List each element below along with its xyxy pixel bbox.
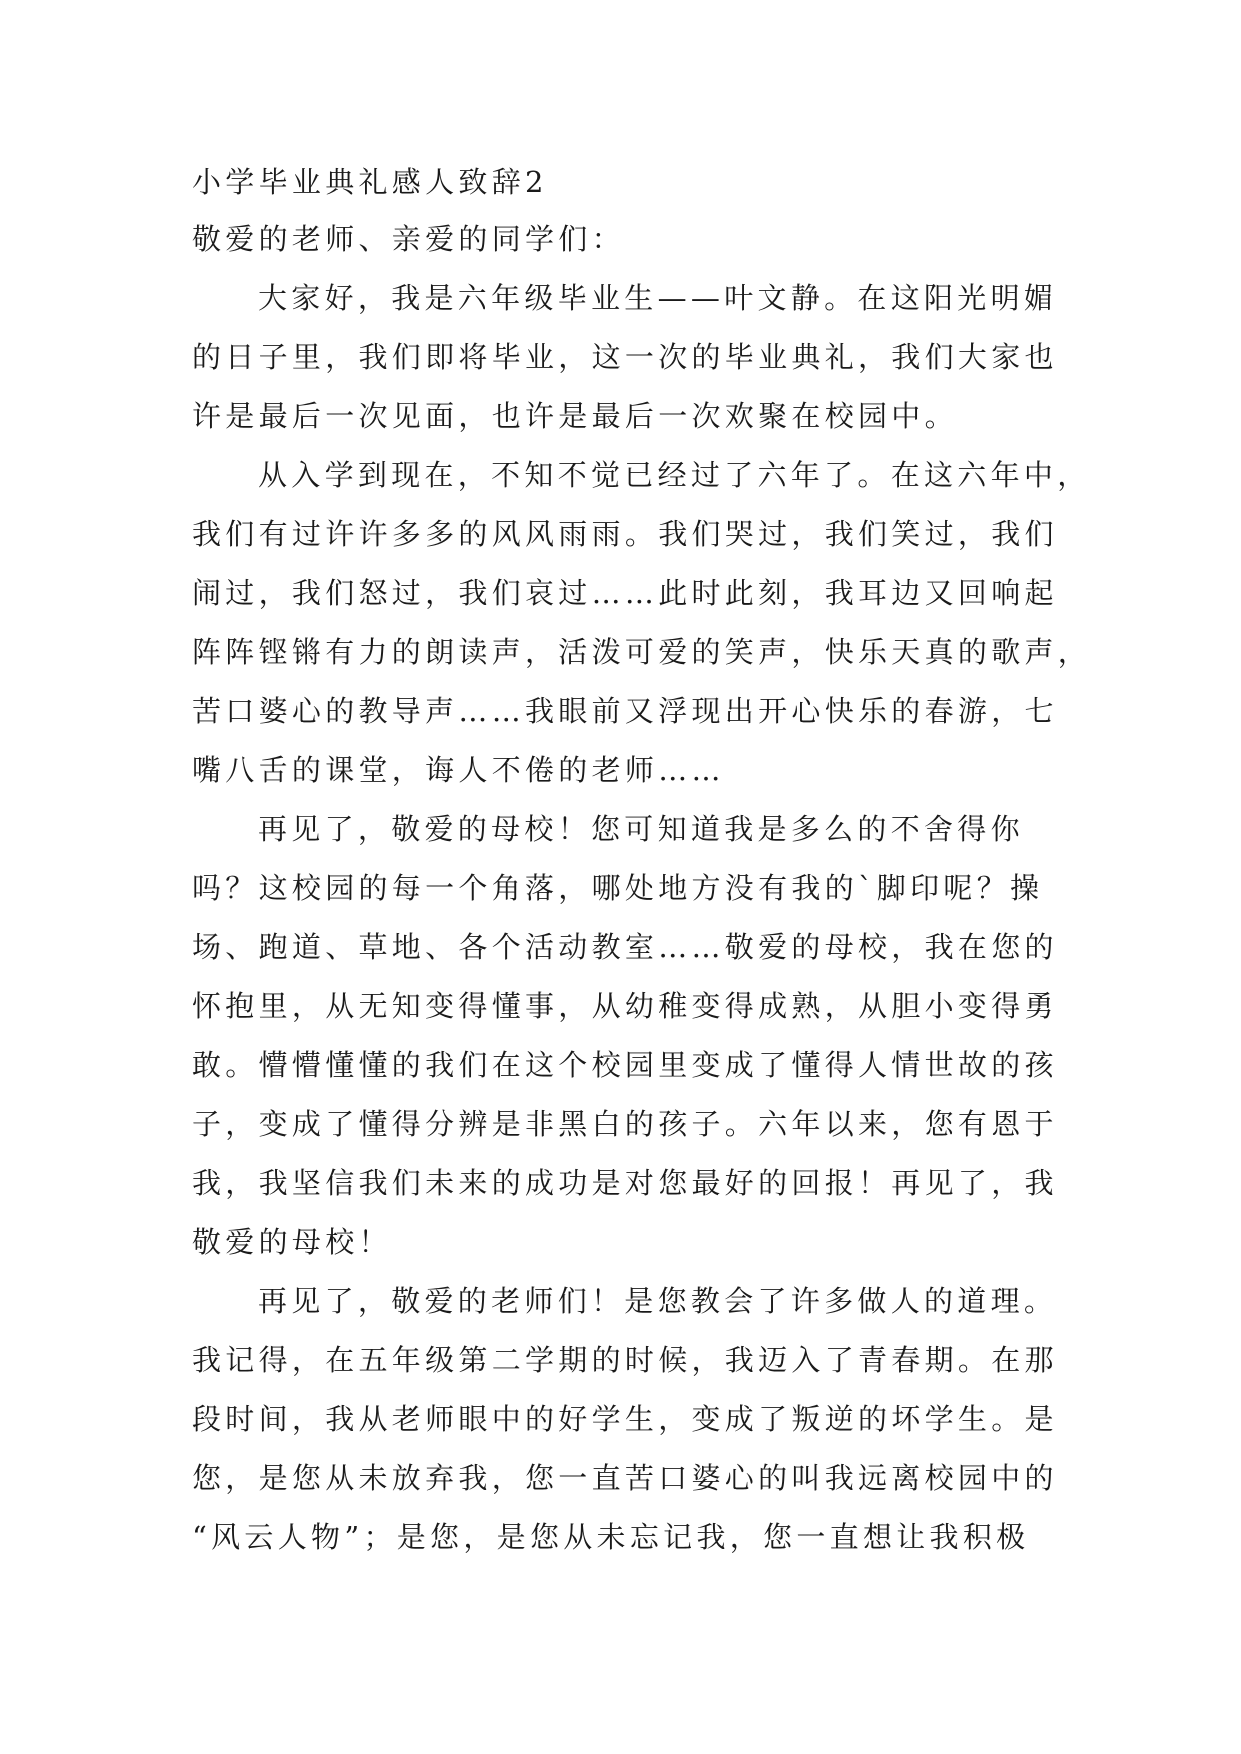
paragraph-line: 嘴八舌的课堂，诲人不倦的老师…… — [192, 753, 725, 787]
paragraph-line: 我记得，在五年级第二学期的时候，我迈入了青春期。在那 — [192, 1343, 1058, 1377]
paragraph-line: 再见了，敬爱的母校！您可知道我是多么的不舍得你 — [258, 812, 1024, 846]
salutation: 敬爱的老师、亲爱的同学们： — [192, 222, 625, 256]
paragraph-line: 怀抱里，从无知变得懂事，从幼稚变得成熟，从胆小变得勇 — [192, 989, 1058, 1023]
paragraph-line: 敢。懵懵懂懂的我们在这个校园里变成了懂得人情世故的孩 — [192, 1048, 1058, 1082]
paragraph-line: 阵阵铿锵有力的朗读声，活泼可爱的笑声，快乐天真的歌声， — [192, 635, 1092, 669]
paragraph-line: “风云人物”；是您，是您从未忘记我，您一直想让我积极 — [192, 1520, 1030, 1554]
paragraph-line: 再见了，敬爱的老师们！是您教会了许多做人的道理。 — [258, 1284, 1058, 1318]
document-page — [192, 158, 1092, 1567]
paragraph-line: 苦口婆心的教导声……我眼前又浮现出开心快乐的春游，七 — [192, 694, 1058, 728]
paragraph-line: 我们有过许许多多的风风雨雨。我们哭过，我们笑过，我们 — [192, 517, 1058, 551]
paragraph-line: 吗？这校园的每一个角落，哪处地方没有我的`脚印呢？操 — [192, 871, 1044, 905]
paragraph-line: 大家好，我是六年级毕业生——叶文静。在这阳光明媚 — [258, 281, 1058, 315]
paragraph-line: 敬爱的母校！ — [192, 1225, 392, 1259]
paragraph-line: 许是最后一次见面，也许是最后一次欢聚在校园中。 — [192, 399, 958, 433]
paragraph-line: 场、跑道、草地、各个活动教室……敬爱的母校，我在您的 — [192, 930, 1058, 964]
paragraph-line: 段时间，我从老师眼中的好学生，变成了叛逆的坏学生。是 — [192, 1402, 1058, 1436]
paragraph-line: 您，是您从未放弃我，您一直苦口婆心的叫我远离校园中的 — [192, 1461, 1058, 1495]
paragraph-line: 从入学到现在，不知不觉已经过了六年了。在这六年中， — [258, 458, 1091, 492]
paragraph-line: 的日子里，我们即将毕业，这一次的毕业典礼，我们大家也 — [192, 340, 1058, 374]
paragraph-line: 子，变成了懂得分辨是非黑白的孩子。六年以来，您有恩于 — [192, 1107, 1058, 1141]
document-title: 小学毕业典礼感人致辞2 — [192, 165, 548, 199]
paragraph-line: 我，我坚信我们未来的成功是对您最好的回报！再见了，我 — [192, 1166, 1058, 1200]
paragraph-line: 闹过，我们怒过，我们哀过……此时此刻，我耳边又回响起 — [192, 576, 1058, 610]
